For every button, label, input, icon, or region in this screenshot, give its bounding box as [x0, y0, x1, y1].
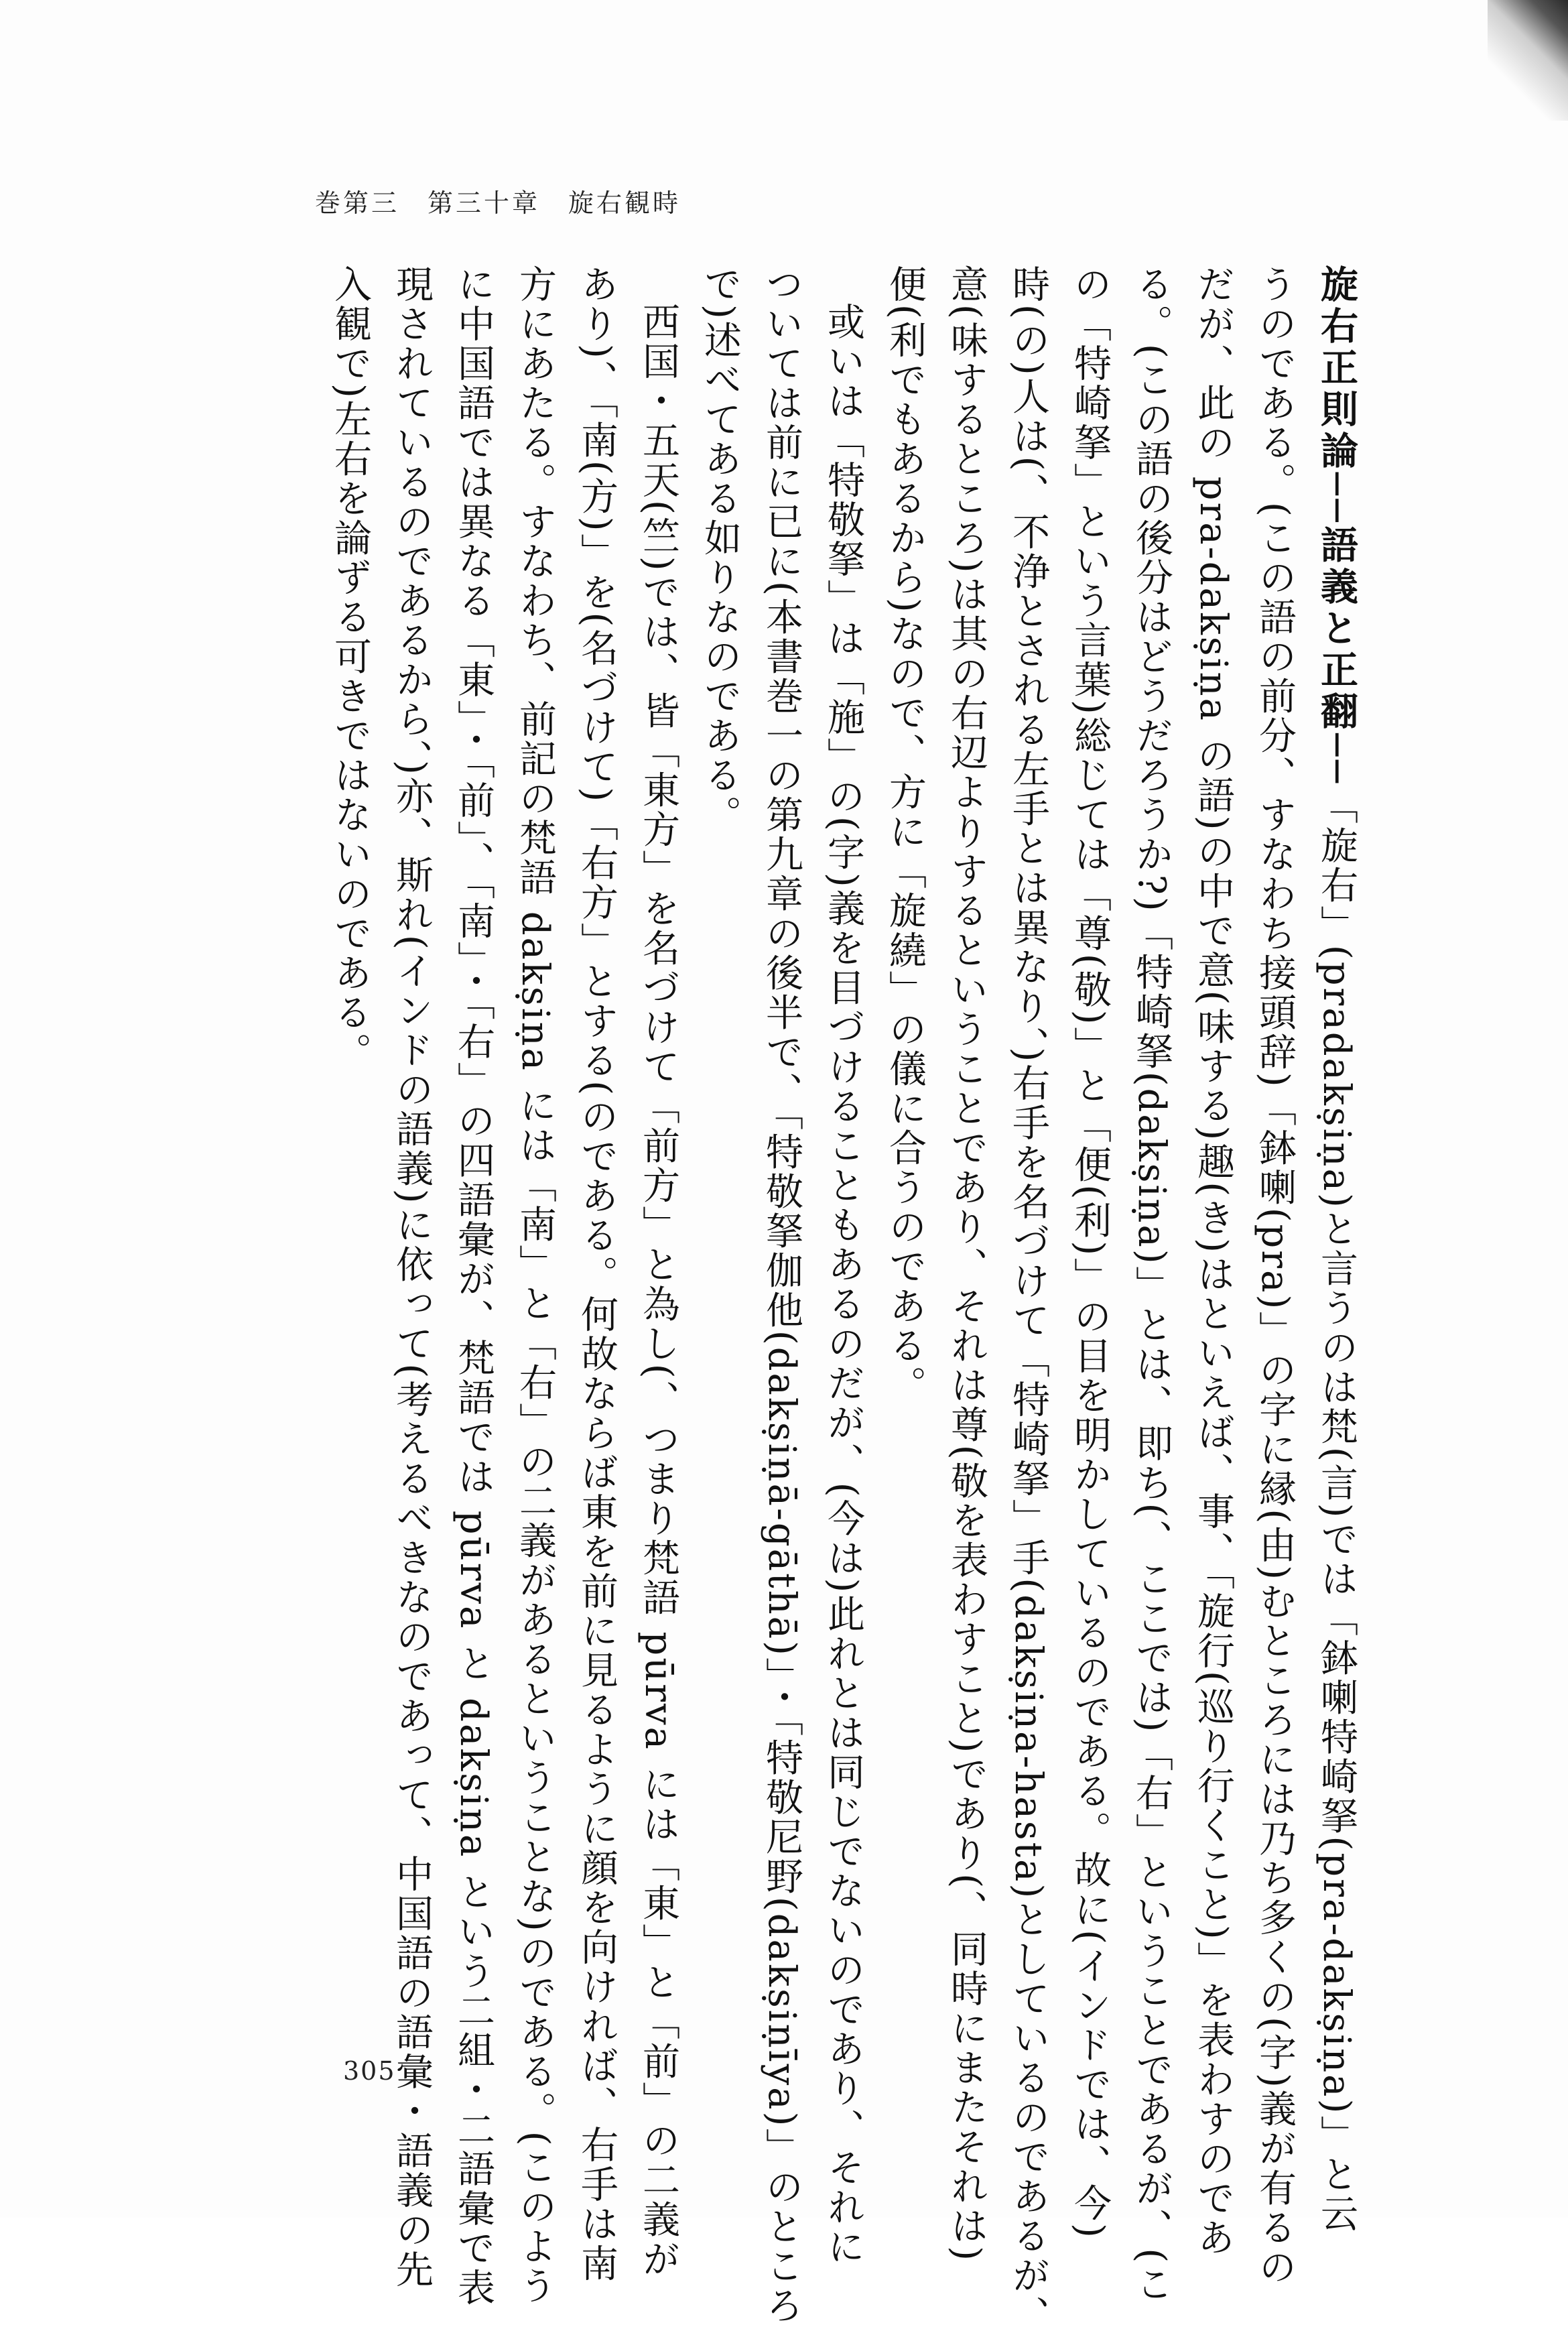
- text-column-6: 時(の)人は(、不浄とされる左手とは異なり、)右手を名づけて「特崎拏」手(dakṣiṇa-hasta)としているのであるが、: [1006, 265, 1050, 2335]
- text-column-13: あり)、「南(方)」を(名づけて)「右方」とする(のである。何故ならば東を前に見るように顔を向ければ、右手は南: [575, 265, 618, 2284]
- text-column-11: で)述べてある如りなのである。: [698, 265, 742, 835]
- running-header: 巻第三 第三十章 旋右観時: [315, 188, 681, 218]
- text-column-16: 現されているのであるから、)亦、斯れ(インドの語義)に依って(考えるべきなのであって、中国語の語彙・語義の先: [390, 265, 434, 2290]
- text-column-17: 入観で)左右を論ずる可きではないのである。: [328, 265, 372, 1072]
- text-column-4: る。(この語の後分はどうだろうか?)「特崎拏(dakṣiṇa)」とは、即ち(、ここでは)「右」ということであるが、(こ: [1130, 265, 1173, 2305]
- text-column-9: 或いは「特敬拏」は「施」の(字)義を目づけることもあるのだが、(今は)此れとは同じでないのであり、それに: [822, 302, 865, 2267]
- text-column-15: に中国語では異なる「東」・「前」、「南」・「右」の四語彙が、梵語では pūrva と dakṣiṇa という二組・二語彙で表: [452, 265, 495, 2308]
- text-column-3: だが、此の pra-dakṣiṇa の語)の中で意(味する)趣(き)はといえば、事、「旋行(巡り行くこと)」を表わすのであ: [1191, 265, 1235, 2258]
- text-column-1: [1305, 265, 1367, 2234]
- page-number: 305: [343, 2056, 396, 2086]
- text-column-1-body: 「旋右」(pradakṣiṇa)と言うのは梵(言)では「鉢喇特崎拏(pra-dakṣiṇa)」と云: [1315, 786, 1358, 2234]
- text-column-2: うのである。(この語の前分、すなわち接頭辞)「鉢喇(pra)」の字に縁(由)むところには乃ち多くの(字)義が有るの: [1253, 265, 1297, 2287]
- scan-edge-shadow: [1488, 0, 1568, 121]
- text-column-8: 便(利でもあるから)なので、方に「旋繞」の儀に合うのである。: [883, 265, 927, 1405]
- text-column-5: の「特崎拏」という言葉)総じては「尊(敬)」と「便(利)」の目を明かしているのである。故に(インドでは、今): [1068, 265, 1112, 2240]
- section-heading: 旋右正則論──語義と正翻──: [1315, 265, 1358, 787]
- text-column-14: 方にあたる。すなわち、前記の梵語 dakṣiṇa には「南」と「右」の二義があるということな)のである。(このよう: [513, 265, 557, 2306]
- text-column-7: 意(味するところ)は其の右辺よりするということであり、それは尊(敬を表わすこと)であり(、同時にまたそれは): [945, 265, 988, 2263]
- text-column-12: 西国・五天(竺)では、皆「東方」を名づけて「前方」と為し(、つまり梵語 pūrva には「東」と「前」の二義が: [637, 302, 680, 2279]
- text-column-10: ついては前に已に(本書巻一の第九章の後半で、「特敬拏伽他(dakṣiṇā-gāthā)」・「特敬尼野(dakṣiṇīya)」のところ: [760, 265, 803, 2326]
